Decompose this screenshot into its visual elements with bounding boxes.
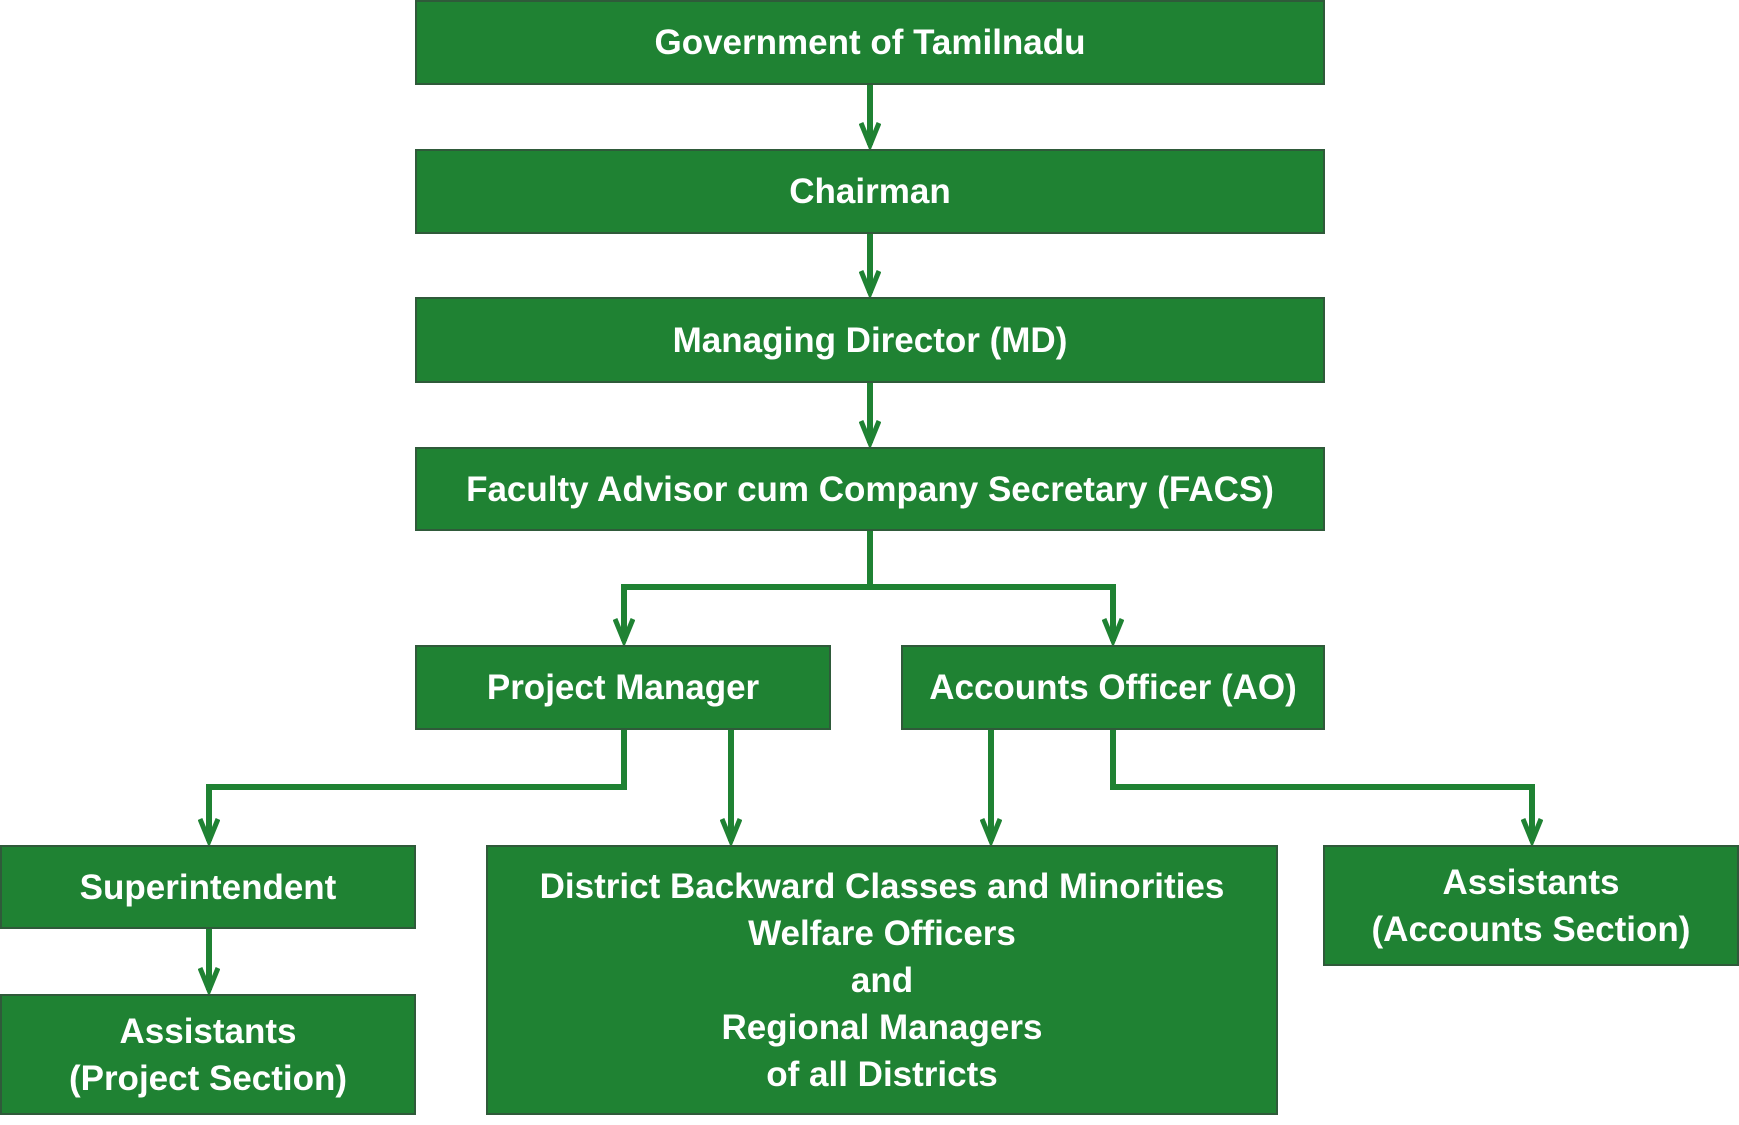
- node-government: [415, 0, 1325, 85]
- node-district-officers-line1: District Backward Classes and Minorities: [539, 866, 1225, 906]
- node-district-officers-line3: and: [850, 960, 914, 1000]
- node-assistants-accounts-line2: (Accounts Section): [1371, 909, 1691, 949]
- node-assistants-project: [0, 994, 416, 1115]
- node-assistants-accounts-line1: Assistants: [1442, 862, 1620, 902]
- node-district-officers-line4: Regional Managers: [721, 1007, 1043, 1047]
- node-accounts-officer: [901, 645, 1325, 730]
- arrow-accounts-officer-to-assistants-accounts: [1113, 729, 1532, 841]
- arrow-facs-to-project-manager: [624, 530, 870, 641]
- node-facs: [415, 447, 1325, 531]
- node-district-officers-line2: Welfare Officers: [748, 913, 1016, 953]
- node-assistants-project-line1: Assistants: [119, 1011, 297, 1051]
- arrow-facs-to-accounts-officer: [870, 587, 1113, 641]
- node-assistants-accounts: [1323, 845, 1739, 966]
- node-chairman: [415, 149, 1325, 234]
- node-assistants-project-line2: (Project Section): [68, 1058, 348, 1098]
- node-superintendent: [0, 845, 416, 929]
- node-district-officers: [486, 845, 1278, 1115]
- node-district-officers-line5: of all Districts: [766, 1054, 998, 1094]
- node-facs-label: Faculty Advisor cum Company Secretary (FACS): [466, 469, 1274, 509]
- node-project-manager: [415, 645, 831, 730]
- node-accounts-officer-label: Accounts Officer (AO): [929, 668, 1297, 707]
- node-project-manager-label: Project Manager: [486, 668, 760, 707]
- node-managing-director: [415, 297, 1325, 383]
- node-managing-director-label: Managing Director (MD): [672, 320, 1068, 360]
- arrow-project-manager-to-superintendent: [209, 729, 624, 841]
- node-superintendent-label: Superintendent: [79, 867, 337, 907]
- node-chairman-label: Chairman: [789, 172, 951, 211]
- node-government-label: Government of Tamilnadu: [654, 23, 1086, 62]
